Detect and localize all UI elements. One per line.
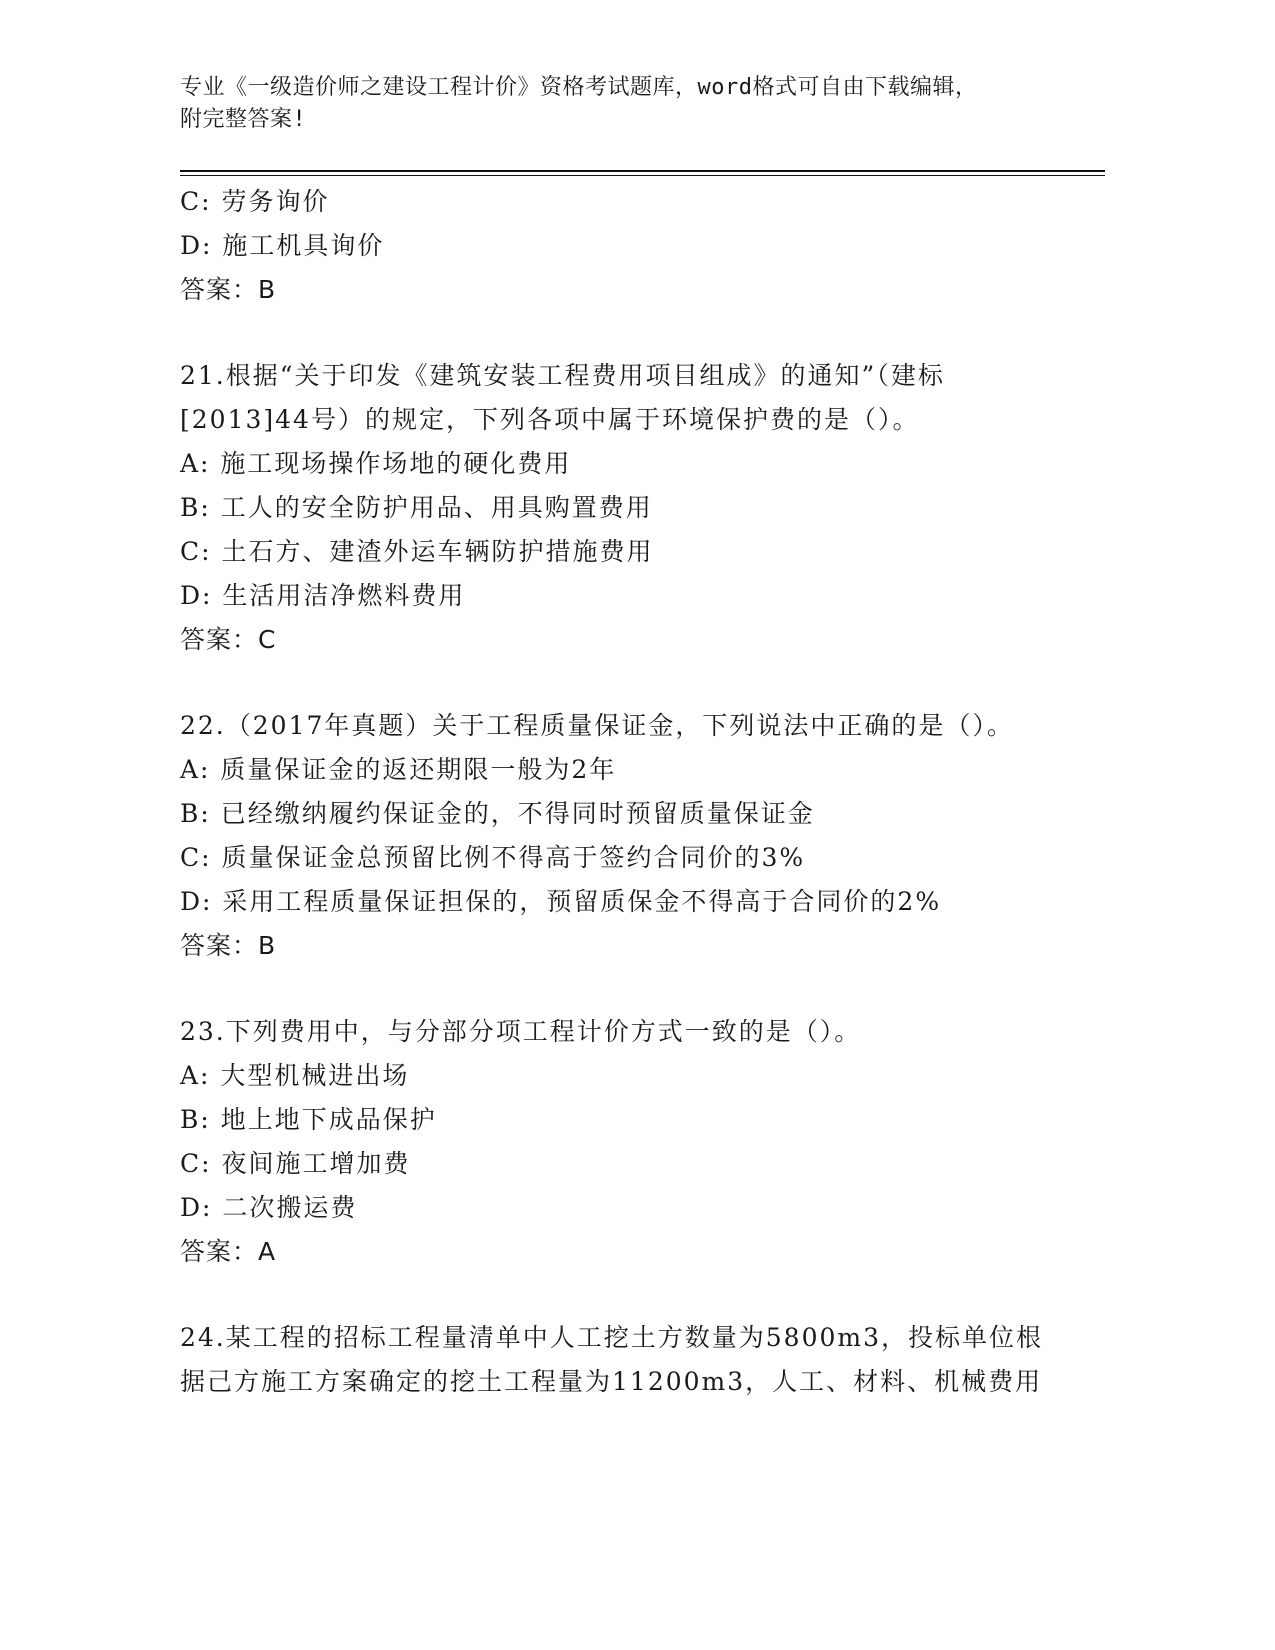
- question-21: [180, 354, 1080, 662]
- header-rule-thin: [180, 175, 1105, 176]
- option-b: B: 工人的安全防护用品、用具购置费用: [180, 493, 653, 522]
- option-d: D: 采用工程质量保证担保的，预留质保金不得高于合同价的2%: [180, 887, 942, 916]
- question-23: [180, 1010, 1080, 1274]
- answer-line: 答案：B: [180, 275, 277, 304]
- question-content: [180, 180, 1080, 1404]
- option-d: D: 生活用洁净燃料费用: [180, 581, 466, 610]
- spacer: [180, 968, 1080, 1010]
- option-c: C: 劳务询价: [180, 187, 330, 216]
- option-c: C: 质量保证金总预留比例不得高于签约合同价的3%: [180, 843, 806, 872]
- option-d: D: 施工机具询价: [180, 231, 385, 260]
- question-stem-line: 23.下列费用中，与分部分项工程计价方式一致的是（）。: [180, 1017, 862, 1046]
- option-d: D: 二次搬运费: [180, 1193, 358, 1222]
- question-stem-line: 21.根据“关于印发《建筑安装工程费用项目组成》的通知”（建标: [180, 361, 945, 390]
- previous-question-tail: [180, 180, 1080, 312]
- answer-line: 答案：C: [180, 625, 277, 654]
- option-a: A: 施工现场操作场地的硬化费用: [180, 449, 572, 478]
- option-c: C: 土石方、建渣外运车辆防护措施费用: [180, 537, 654, 566]
- option-b: B: 地上地下成品保护: [180, 1105, 437, 1134]
- question-stem-line: 22.（2017年真题）关于工程质量保证金，下列说法中正确的是（）。: [180, 711, 1014, 740]
- option-b: B: 已经缴纳履约保证金的，不得同时预留质量保证金: [180, 799, 815, 828]
- page-header: [180, 72, 1060, 136]
- option-a: A: 大型机械进出场: [180, 1061, 410, 1090]
- question-stem-line: 24.某工程的招标工程量清单中人工挖土方数量为5800m3，投标单位根: [180, 1323, 1043, 1352]
- option-c: C: 夜间施工增加费: [180, 1149, 411, 1178]
- header-line-1: 专业《一级造价师之建设工程计价》资格考试题库，word格式可自由下载编辑，: [180, 75, 978, 100]
- question-24: [180, 1316, 1080, 1404]
- spacer: [180, 662, 1080, 704]
- question-stem-line: 据己方施工方案确定的挖土工程量为11200m3，人工、材料、机械费用: [180, 1367, 1043, 1396]
- question-stem-line: [2013]44号）的规定，下列各项中属于环境保护费的是（）。: [180, 405, 920, 434]
- answer-line: 答案：A: [180, 1237, 277, 1266]
- question-22: [180, 704, 1080, 968]
- header-rule-thick: [180, 170, 1105, 172]
- option-a: A: 质量保证金的返还期限一般为2年: [180, 755, 617, 784]
- spacer: [180, 1274, 1080, 1316]
- answer-line: 答案：B: [180, 931, 277, 960]
- spacer: [180, 312, 1080, 354]
- header-line-2: 附完整答案!: [180, 107, 307, 132]
